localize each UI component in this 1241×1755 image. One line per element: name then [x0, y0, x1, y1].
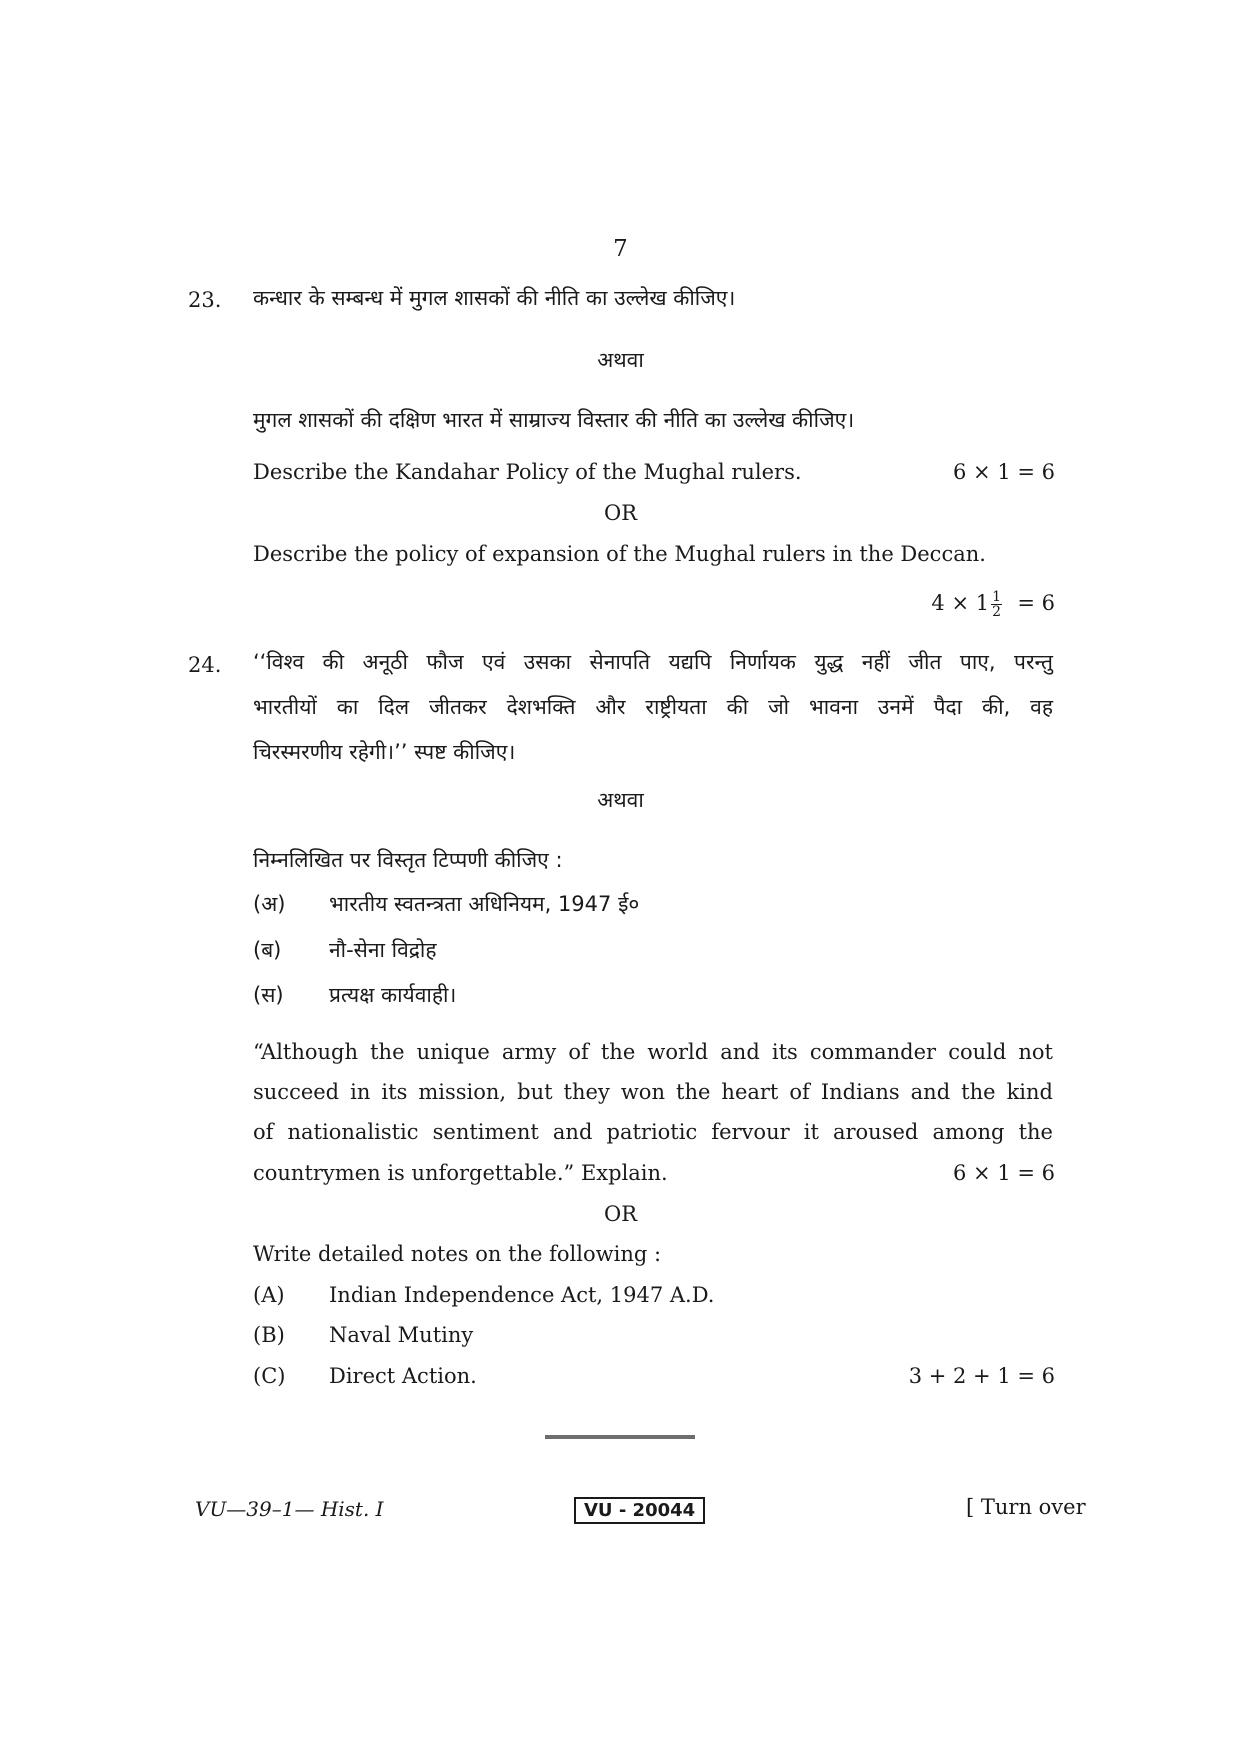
question-23-english-or: OR: [603, 501, 638, 525]
question-24-english-line-3: of nationalistic sentiment and patriotic fervour it aroused among the: [253, 1120, 1053, 1144]
hindi-item-text: प्रत्यक्ष कार्यवाही।: [329, 983, 457, 1007]
hindi-item-label: (स): [253, 983, 284, 1007]
question-24-number: 24.: [188, 653, 222, 677]
question-23-marks: 6 × 1 = 6: [953, 460, 1055, 484]
question-23-hindi: कन्धार के सम्बन्ध में मुगल शासकों की नीति का उल्लेख कीजिए।: [253, 286, 736, 310]
question-24-hindi-or: अथवा: [597, 788, 644, 812]
question-24-english-or: OR: [603, 1202, 638, 1226]
english-item-text: Direct Action.: [329, 1364, 477, 1388]
english-item-text: Indian Independence Act, 1947 A.D.: [329, 1283, 715, 1307]
footer-booklet-code: VU - 20044: [574, 1497, 705, 1524]
english-item-label: (A): [253, 1283, 285, 1307]
hindi-item-text: भारतीय स्वतन्त्रता अधिनियम, 1947 ई०: [329, 892, 640, 916]
marks-prefix: 4 × 1: [931, 591, 990, 615]
end-rule: [545, 1435, 695, 1439]
question-23-hindi-or: अथवा: [597, 348, 644, 372]
hindi-item-label: (ब): [253, 938, 282, 962]
question-24-hindi-line-3: चिरस्मरणीय रहेगी।’’ स्पष्ट कीजिए।: [253, 740, 516, 764]
question-24-hindi-line-1: ‘‘विश्व की अनूठी फौज एवं उसका सेनापति यद्यपि निर्णायक युद्ध नहीं जीत पाए, परन्तु: [253, 650, 1053, 674]
question-24-english-notes-intro: Write detailed notes on the following :: [253, 1242, 662, 1266]
english-item-text: Naval Mutiny: [329, 1323, 474, 1347]
fraction-denominator: 2: [992, 604, 1001, 620]
english-item-label: (B): [253, 1323, 285, 1347]
question-24-english-line-4: countrymen is unforgettable.” Explain.: [253, 1161, 668, 1185]
page-number: 7: [613, 236, 628, 262]
question-24-hindi-notes-intro: निम्नलिखित पर विस्तृत टिप्पणी कीजिए :: [253, 848, 563, 872]
footer-paper-code: VU—39–1— Hist. I: [195, 1497, 384, 1521]
question-24-marks: 6 × 1 = 6: [953, 1161, 1055, 1185]
question-24-english-line-2: succeed in its mission, but they won the heart of Indians and the kind: [253, 1080, 1053, 1104]
half-fraction: [991, 590, 1002, 619]
question-24-english-line-1: “Although the unique army of the world and its commander could not: [253, 1040, 1053, 1064]
question-23-english: Describe the Kandahar Policy of the Mughal rulers.: [253, 460, 802, 484]
footer-turn-over: [ Turn over: [966, 1495, 1086, 1519]
question-23-alternative-marks: [931, 590, 1055, 619]
marks-suffix: = 6: [1017, 591, 1055, 615]
question-23-hindi-alternative: मुगल शासकों की दक्षिण भारत में साम्राज्य विस्तार की नीति का उल्लेख कीजिए।: [253, 408, 855, 432]
fraction-numerator: 1: [992, 589, 1001, 605]
question-24-hindi-line-2: भारतीयों का दिल जीतकर देशभक्ति और राष्ट्रीयता की जो भावना उनमें पैदा की, वह: [253, 695, 1053, 719]
hindi-item-label: (अ): [253, 892, 286, 916]
question-23-english-alternative: Describe the policy of expansion of the Mughal rulers in the Deccan.: [253, 542, 986, 566]
question-23-number: 23.: [188, 288, 222, 312]
english-item-label: (C): [253, 1364, 286, 1388]
question-24-alternative-marks: 3 + 2 + 1 = 6: [908, 1364, 1055, 1388]
hindi-item-text: नौ-सेना विद्रोह: [329, 938, 437, 962]
